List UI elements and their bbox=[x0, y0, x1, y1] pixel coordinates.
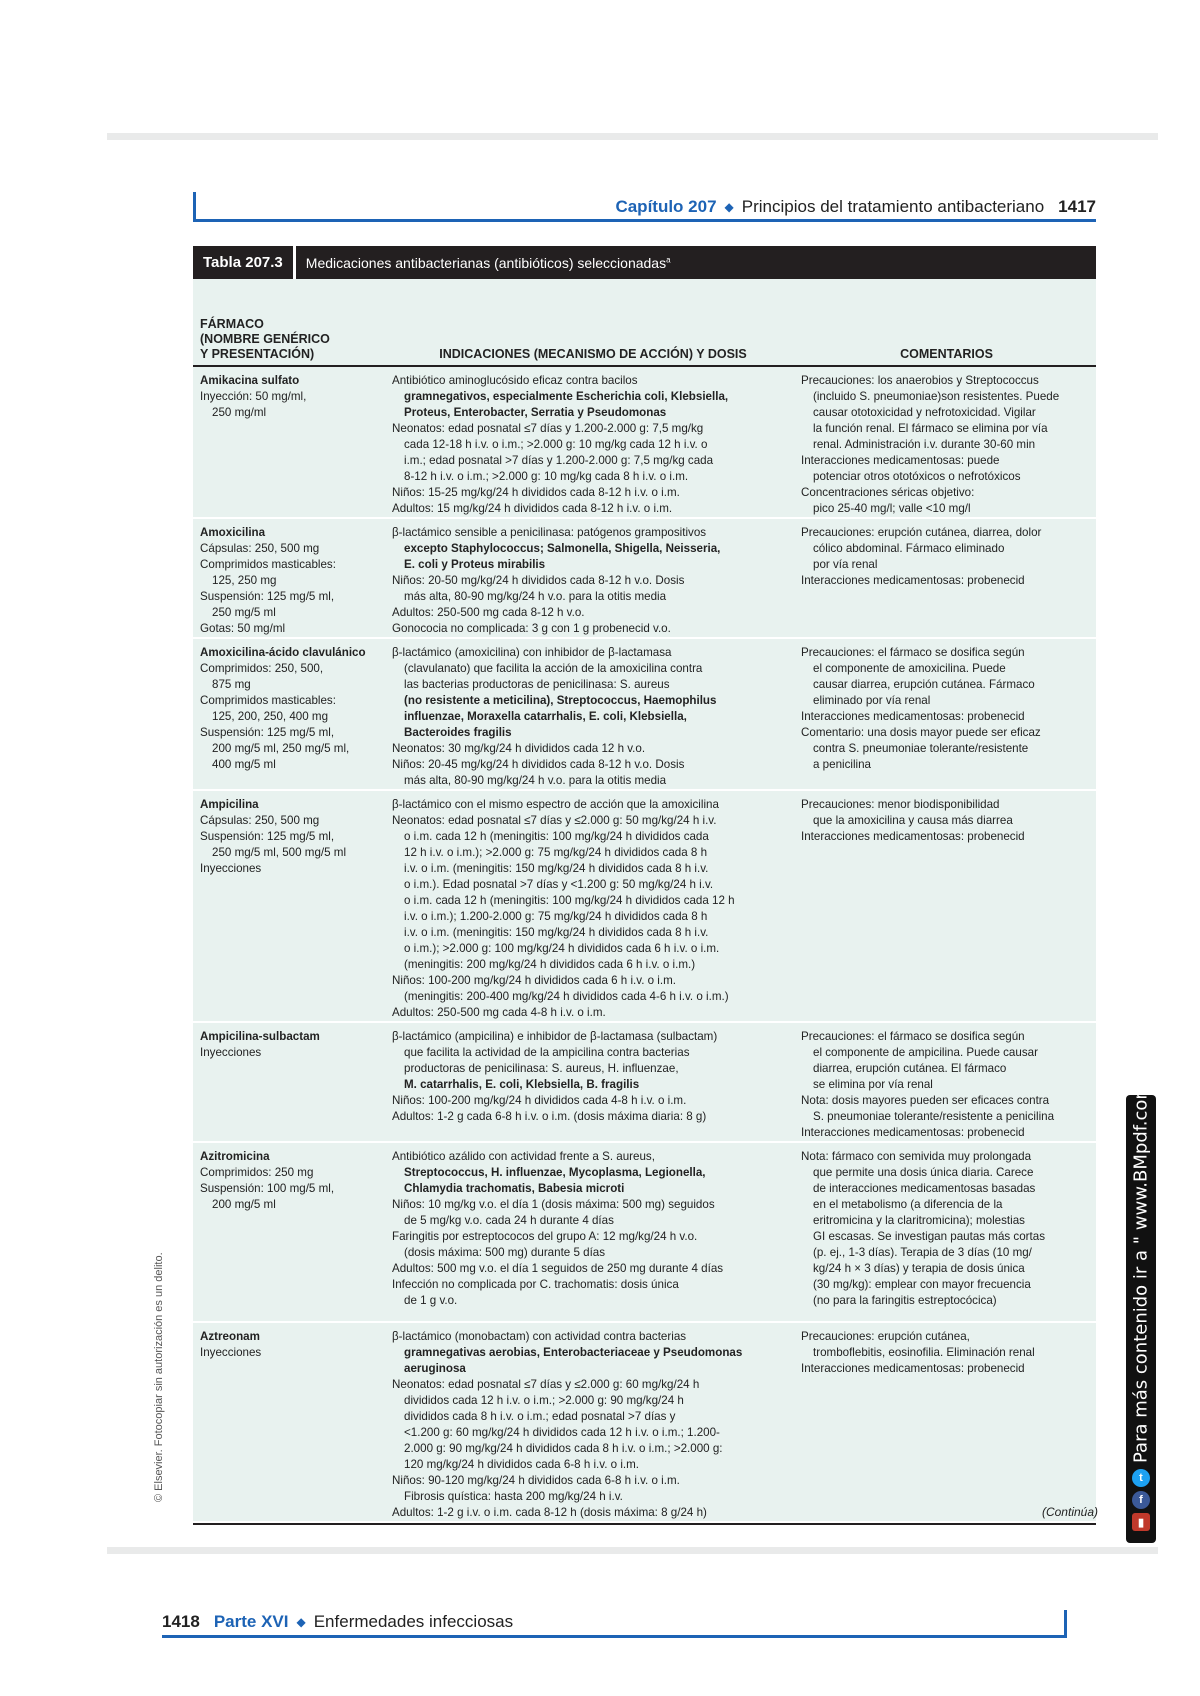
comment-line: el componente de ampicilina. Puede causar bbox=[813, 1046, 1038, 1059]
drug-presentation-line: Suspensión: 125 mg/5 ml, bbox=[200, 590, 335, 603]
drug-presentation-line: Gotas: 50 mg/ml bbox=[200, 622, 286, 635]
indication-line: Infección no complicada por C. trachomatis: dosis única bbox=[392, 1278, 679, 1291]
copyright-notice: © Elsevier. Fotocopiar sin autorización es un delito. bbox=[153, 1252, 165, 1502]
indication-line: Adultos: 1-2 g i.v. o i.m. cada 8-12 h (dosis máxima: 8 g/24 h) bbox=[392, 1506, 707, 1519]
drug-presentation-line: 875 mg bbox=[212, 678, 251, 691]
indication-line: que facilita la actividad de la ampicilina contra bacterias bbox=[404, 1046, 690, 1059]
drug-name: Ampicilina bbox=[200, 798, 259, 811]
drug-presentation-line: Inyecciones bbox=[200, 1046, 262, 1059]
comments-cell bbox=[797, 797, 1096, 1021]
comment-line: diarrea, erupción cutánea. El fármaco bbox=[813, 1062, 1007, 1075]
top-page-separator bbox=[107, 133, 1158, 140]
drug-cell bbox=[193, 373, 389, 517]
drug-cell bbox=[193, 1029, 389, 1141]
indication-line: divididos cada 8 h i.v. o i.m.; edad posnatal >7 días y bbox=[404, 1410, 676, 1423]
indication-line: de 5 mg/kg v.o. cada 24 h durante 4 días bbox=[404, 1214, 614, 1227]
side-banner[interactable] bbox=[1126, 1068, 1156, 1543]
comment-line: se elimina por vía renal bbox=[813, 1078, 933, 1091]
indication-line: influenzae, Moraxella catarrhalis, E. coli, Klebsiella, bbox=[404, 710, 687, 723]
drug-cell bbox=[193, 1149, 389, 1321]
indication-line: Proteus, Enterobacter, Serratia y Pseudomonas bbox=[404, 406, 667, 419]
indication-line: Neonatos: 30 mg/kg/24 h divididos cada 12 h v.o. bbox=[392, 742, 646, 755]
drug-name: Amoxicilina bbox=[200, 526, 266, 539]
comment-line: Interacciones medicamentosas: probenecid bbox=[801, 1126, 1025, 1139]
footer-page-number: 1418 bbox=[162, 1612, 200, 1631]
indication-line: Neonatos: edad posnatal ≤7 días y ≤2.000 g: 60 mg/kg/24 h bbox=[392, 1378, 700, 1391]
drug-cell bbox=[193, 1329, 389, 1521]
indication-line: excepto Staphylococcus; Salmonella, Shigella, Neisseria, bbox=[404, 542, 721, 555]
indication-line: E. coli y Proteus mirabilis bbox=[404, 558, 546, 571]
indication-line: Adultos: 500 mg v.o. el día 1 seguidos de 250 mg durante 4 días bbox=[392, 1262, 724, 1275]
indication-line: Antibiótico azálido con actividad frente a S. aureus, bbox=[392, 1150, 655, 1163]
comment-line: (incluido S. pneumoniae)son resistentes. Puede bbox=[813, 390, 1060, 403]
bottom-page-separator bbox=[107, 1547, 1158, 1554]
continued-note: (Continúa) bbox=[1041, 1505, 1098, 1519]
drug-presentation-line: 200 mg/5 ml, 250 mg/5 ml, bbox=[212, 742, 350, 755]
indication-line: (meningitis: 200 mg/kg/24 h divididos cada 6 h i.v. o i.m.) bbox=[404, 958, 696, 971]
indication-line: Streptococcus, H. influenzae, Mycoplasma, Legionella, bbox=[404, 1166, 706, 1179]
indication-line: Niños: 100-200 mg/kg/24 h divididos cada 6 h i.v. o i.m. bbox=[392, 974, 676, 987]
indication-line: i.v. o i.m.); 1.200-2.000 g: 75 mg/kg/24 h divididos cada 8 h bbox=[404, 910, 708, 923]
comment-line: cólico abdominal. Fármaco eliminado bbox=[813, 542, 1005, 555]
comment-line: Precauciones: erupción cutánea, bbox=[801, 1330, 970, 1343]
drug-cell bbox=[193, 645, 389, 789]
comment-line: Precauciones: el fármaco se dosifica según bbox=[801, 1030, 1025, 1043]
drug-presentation-line: 400 mg/5 ml bbox=[212, 758, 276, 771]
indication-line: (no resistente a meticilina), Streptococcus, Haemophilus bbox=[404, 694, 717, 707]
drug-presentation-line: Suspensión: 125 mg/5 ml, bbox=[200, 830, 335, 843]
site-logo-icon[interactable]: ▮ bbox=[1132, 1513, 1150, 1531]
drug-name: Azitromicina bbox=[200, 1150, 270, 1163]
indications-cell bbox=[389, 797, 797, 1021]
drug-presentation-line: Inyección: 50 mg/ml, bbox=[200, 390, 307, 403]
table-row bbox=[193, 791, 1096, 1023]
drug-cell bbox=[193, 525, 389, 637]
indication-line: β-lactámico (ampicilina) e inhibidor de β-lactamasa (sulbactam) bbox=[392, 1030, 718, 1043]
indication-line: 12 h i.v. o i.m.); >2.000 g: 75 mg/kg/24 h divididos cada 8 h bbox=[404, 846, 708, 859]
indications-cell bbox=[389, 1149, 797, 1321]
indication-line: β-lactámico (monobactam) con actividad contra bacterias bbox=[392, 1330, 687, 1343]
facebook-icon[interactable]: f bbox=[1132, 1491, 1150, 1509]
comment-line: Nota: dosis mayores pueden ser eficaces contra bbox=[801, 1094, 1050, 1107]
drug-cell bbox=[193, 797, 389, 1021]
drug-name: Aztreonam bbox=[200, 1330, 260, 1343]
indication-line: o i.m. cada 12 h (meningitis: 100 mg/kg/24 h divididos cada 12 h bbox=[404, 894, 735, 907]
drug-presentation-line: Comprimidos masticables: bbox=[200, 694, 336, 707]
indication-line: β-lactámico sensible a penicilinasa: patógenos grampositivos bbox=[392, 526, 707, 539]
drug-presentation-line: 250 mg/5 ml bbox=[212, 606, 276, 619]
indication-line: Niños: 15-25 mg/kg/24 h divididos cada 8-12 h i.v. o i.m. bbox=[392, 486, 680, 499]
indication-line: 8-12 h i.v. o i.m.; >2.000 g: 10 mg/kg cada 8 h i.v. o i.m. bbox=[404, 470, 689, 483]
indication-line: más alta, 80-90 mg/kg/24 h v.o. para la otitis media bbox=[404, 590, 667, 603]
comment-line: contra S. pneumoniae tolerante/resistente bbox=[813, 742, 1029, 755]
comment-line: Precauciones: erupción cutánea, diarrea, dolor bbox=[801, 526, 1042, 539]
drug-presentation-line: Cápsulas: 250, 500 mg bbox=[200, 542, 320, 555]
comment-line: Precauciones: menor biodisponibilidad bbox=[801, 798, 1000, 811]
comment-line: Comentario: una dosis mayor puede ser eficaz bbox=[801, 726, 1041, 739]
chapter-title: Principios del tratamiento antibacteriano bbox=[741, 197, 1045, 216]
indication-line: Chlamydia trachomatis, Babesia microti bbox=[404, 1182, 625, 1195]
table-bottom-rule bbox=[193, 1523, 1096, 1525]
drug-presentation-line: 125, 200, 250, 400 mg bbox=[212, 710, 329, 723]
indication-line: o i.m.); >2.000 g: 100 mg/kg/24 h divididos cada 6 h i.v. o i.m. bbox=[404, 942, 720, 955]
drug-presentation-line: Suspensión: 100 mg/5 ml, bbox=[200, 1182, 335, 1195]
table-row bbox=[193, 639, 1096, 791]
running-header bbox=[193, 192, 1096, 222]
comments-cell bbox=[797, 525, 1096, 637]
comment-line: a penicilina bbox=[813, 758, 872, 771]
indication-line: i.v. o i.m. (meningitis: 150 mg/kg/24 h divididos cada 8 h i.v. bbox=[404, 862, 709, 875]
indication-line: Adultos: 1-2 g cada 6-8 h i.v. o i.m. (dosis máxima diaria: 8 g) bbox=[392, 1110, 707, 1123]
comment-line: eritromicina y la claritromicina); molestias bbox=[813, 1214, 1025, 1227]
table-row bbox=[193, 1023, 1096, 1143]
comment-line: (p. ej., 1-3 días). Terapia de 3 días (10 mg/ bbox=[813, 1246, 1032, 1259]
indication-line: (meningitis: 200-400 mg/kg/24 h divididos cada 4-6 h i.v. o i.m.) bbox=[404, 990, 729, 1003]
side-banner-text[interactable]: Para más contenido ir a " www.BMpdf.com " bbox=[1130, 1068, 1152, 1463]
drug-presentation-line: Suspensión: 125 mg/5 ml, bbox=[200, 726, 335, 739]
indication-line: o i.m.). Edad posnatal >7 días y <1.200 g: 50 mg/kg/24 h i.v. bbox=[404, 878, 714, 891]
comment-line: (30 mg/kg): emplear con mayor frecuencia bbox=[813, 1278, 1031, 1291]
comment-line: la función renal. El fármaco se elimina por vía bbox=[813, 422, 1048, 435]
indications-cell bbox=[389, 525, 797, 637]
running-footer bbox=[162, 1610, 1067, 1638]
table-label: Tabla 207.3 bbox=[193, 246, 296, 279]
comment-line: S. pneumoniae tolerante/resistente a penicilina bbox=[813, 1110, 1055, 1123]
comment-line: Interacciones medicamentosas: puede bbox=[801, 454, 1000, 467]
comments-cell bbox=[797, 1329, 1096, 1521]
comment-line: Interacciones medicamentosas: probenecid bbox=[801, 1362, 1025, 1375]
comment-line: el componente de amoxicilina. Puede bbox=[813, 662, 1006, 675]
comments-cell bbox=[797, 1149, 1096, 1321]
table-rows bbox=[193, 367, 1096, 1523]
table-title-footnote: a bbox=[666, 254, 671, 264]
indications-cell bbox=[389, 645, 797, 789]
indication-line: β-lactámico con el mismo espectro de acción que la amoxicilina bbox=[392, 798, 719, 811]
indication-line: Niños: 90-120 mg/kg/24 h divididos cada 6-8 h i.v. o i.m. bbox=[392, 1474, 680, 1487]
indication-line: 2.000 g: 90 mg/kg/24 h divididos cada 8 h i.v. o i.m.; >2.000 g: bbox=[404, 1442, 723, 1455]
drug-presentation-line: 250 mg/5 ml, 500 mg/5 ml bbox=[212, 846, 347, 859]
comment-line: Precauciones: el fármaco se dosifica según bbox=[801, 646, 1025, 659]
comment-line: Interacciones medicamentosas: probenecid bbox=[801, 830, 1025, 843]
twitter-icon[interactable]: t bbox=[1132, 1469, 1150, 1487]
table-row bbox=[193, 1323, 1096, 1523]
indications-cell bbox=[389, 1029, 797, 1141]
chapter-label: Capítulo 207 bbox=[615, 197, 717, 216]
drug-presentation-line: 125, 250 mg bbox=[212, 574, 277, 587]
drug-presentation-line: Cápsulas: 250, 500 mg bbox=[200, 814, 320, 827]
comment-line: por vía renal bbox=[813, 558, 878, 571]
indication-line: gramnegativos, especialmente Escherichia coli, Klebsiella, bbox=[404, 390, 729, 403]
comments-cell bbox=[797, 373, 1096, 517]
indication-line: i.m.; edad posnatal >7 días y 1.200-2.000 g: 7,5 mg/kg cada bbox=[404, 454, 714, 467]
drug-presentation-line: 200 mg/5 ml bbox=[212, 1198, 276, 1211]
table-header-row bbox=[193, 279, 1096, 367]
indication-line: productoras de penicilinasa: S. aureus, H. influenzae, bbox=[404, 1062, 679, 1075]
comment-line: Interacciones medicamentosas: probenecid bbox=[801, 710, 1025, 723]
comment-line: potenciar otros ototóxicos o nefrotóxicos bbox=[813, 470, 1021, 483]
drug-presentation-line: Comprimidos: 250, 500, bbox=[200, 662, 324, 675]
comment-line: renal. Administración i.v. durante 30-60 min bbox=[813, 438, 1036, 451]
indication-line: Adultos: 250-500 mg cada 4-8 h i.v. o i.m. bbox=[392, 1006, 606, 1019]
drug-name: Amikacina sulfato bbox=[200, 374, 300, 387]
footer-title: Enfermedades infecciosas bbox=[313, 1612, 514, 1631]
indications-cell bbox=[389, 373, 797, 517]
indication-line: divididos cada 12 h i.v. o i.m.; >2.000 g: 90 mg/kg/24 h bbox=[404, 1394, 684, 1407]
indication-line: las bacterias productoras de penicilinasa: S. aureus bbox=[404, 678, 670, 691]
comment-line: causar diarrea, erupción cutánea. Fármaco bbox=[813, 678, 1035, 691]
indication-line: Neonatos: edad posnatal ≤7 días y 1.200-2.000 g: 7,5 mg/kg bbox=[392, 422, 704, 435]
comment-line: que permite una dosis única diaria. Carece bbox=[813, 1166, 1034, 1179]
indication-line: más alta, 80-90 mg/kg/24 h v.o. para la otitis media bbox=[404, 774, 667, 787]
comment-line: causar ototoxicidad y nefrotoxicidad. Vigilar bbox=[813, 406, 1036, 419]
indication-line: Gonococia no complicada: 3 g con 1 g probenecid v.o. bbox=[392, 622, 671, 635]
comment-line: tromboflebitis, eosinofilia. Eliminación renal bbox=[813, 1346, 1035, 1359]
indication-line: aeruginosa bbox=[404, 1362, 466, 1375]
drug-presentation-line: Inyecciones bbox=[200, 862, 262, 875]
comment-line: en el metabolismo (a diferencia de la bbox=[813, 1198, 1003, 1211]
indication-line: (dosis máxima: 500 mg) durante 5 días bbox=[404, 1246, 606, 1259]
indication-line: de 1 g v.o. bbox=[404, 1294, 458, 1307]
indication-line: Niños: 20-45 mg/kg/24 h divididos cada 8-12 h v.o. Dosis bbox=[392, 758, 685, 771]
comment-line: Interacciones medicamentosas: probenecid bbox=[801, 574, 1025, 587]
indication-line: Antibiótico aminoglucósido eficaz contra bacilos bbox=[392, 374, 638, 387]
comment-line: eliminado por vía renal bbox=[813, 694, 931, 707]
table-title: Medicaciones antibacterianas (antibióticos) seleccionadas bbox=[305, 254, 667, 271]
drug-name: Amoxicilina-ácido clavulánico bbox=[200, 646, 366, 659]
indication-line: Bacteroides fragilis bbox=[404, 726, 512, 739]
comment-line: que la amoxicilina y causa más diarrea bbox=[813, 814, 1013, 827]
drug-presentation-line: Inyecciones bbox=[200, 1346, 262, 1359]
comment-line: GI escasas. Se investigan pautas más cortas bbox=[813, 1230, 1045, 1243]
comment-line: pico 25-40 mg/l; valle <10 mg/l bbox=[813, 502, 971, 515]
drug-presentation-line: Comprimidos: 250 mg bbox=[200, 1166, 314, 1179]
indications-cell bbox=[389, 1329, 797, 1521]
column-header-drug: FÁRMACO (NOMBRE GENÉRICO Y PRESENTACIÓN) bbox=[200, 317, 330, 361]
indication-line: gramnegativas aerobias, Enterobacteriaceae y Pseudomonas bbox=[404, 1346, 743, 1359]
drug-presentation-line: 250 mg/ml bbox=[212, 406, 267, 419]
indication-line: cada 12-18 h i.v. o i.m.; >2.000 g: 10 mg/kg cada 12 h i.v. o bbox=[404, 438, 708, 451]
indication-line: Adultos: 15 mg/kg/24 h divididos cada 8-12 h i.v. o i.m. bbox=[392, 502, 673, 515]
diamond-icon: ◆ bbox=[724, 200, 734, 214]
column-header-comments: COMENTARIOS bbox=[900, 347, 993, 361]
comment-line: (no para la faringitis estreptocócica) bbox=[813, 1294, 997, 1307]
drug-table bbox=[193, 246, 1096, 1525]
comment-line: kg/24 h × 3 días) y terapia de dosis única bbox=[813, 1262, 1025, 1275]
table-row bbox=[193, 1143, 1096, 1323]
table-title-bar bbox=[193, 246, 1096, 279]
indication-line: (clavulanato) que facilita la acción de la amoxicilina contra bbox=[404, 662, 703, 675]
indication-line: β-lactámico (amoxicilina) con inhibidor de β-lactamasa bbox=[392, 646, 672, 659]
table-body bbox=[193, 279, 1096, 1523]
indication-line: o i.m. cada 12 h (meningitis: 100 mg/kg/24 h divididos cada bbox=[404, 830, 709, 843]
drug-name: Ampicilina-sulbactam bbox=[200, 1030, 320, 1043]
indication-line: 120 mg/kg/24 h divididos cada 6-8 h i.v. o i.m. bbox=[404, 1458, 640, 1471]
indication-line: M. catarrhalis, E. coli, Klebsiella, B. fragilis bbox=[404, 1078, 640, 1091]
indication-line: Fibrosis quística: hasta 200 mg/kg/24 h i.v. bbox=[404, 1490, 623, 1503]
comment-line: Precauciones: los anaerobios y Streptococcus bbox=[801, 374, 1039, 387]
comment-line: de interacciones medicamentosas basadas bbox=[813, 1182, 1036, 1195]
comments-cell bbox=[797, 1029, 1096, 1141]
footer-diamond-icon: ◆ bbox=[296, 1615, 306, 1629]
table-row bbox=[193, 367, 1096, 519]
indication-line: Niños: 20-50 mg/kg/24 h divididos cada 8-12 h v.o. Dosis bbox=[392, 574, 685, 587]
column-header-indications: INDICACIONES (MECANISMO DE ACCIÓN) Y DOSIS bbox=[439, 347, 747, 361]
drug-presentation-line: Comprimidos masticables: bbox=[200, 558, 336, 571]
indication-line: i.v. o i.m. (meningitis: 150 mg/kg/24 h divididos cada 8 h i.v. bbox=[404, 926, 709, 939]
footer-part: Parte XVI bbox=[213, 1612, 289, 1631]
indication-line: <1.200 g: 60 mg/kg/24 h divididos cada 12 h i.v. o i.m.; 1.200- bbox=[404, 1426, 720, 1439]
comment-line: Concentraciones séricas objetivo: bbox=[801, 486, 975, 499]
page-number: 1417 bbox=[1058, 197, 1096, 216]
indication-line: Neonatos: edad posnatal ≤7 días y ≤2.000 g: 50 mg/kg/24 h i.v. bbox=[392, 814, 717, 827]
indication-line: Faringitis por estreptococos del grupo A: 12 mg/kg/24 h v.o. bbox=[392, 1230, 698, 1243]
indication-line: Niños: 10 mg/kg v.o. el día 1 (dosis máxima: 500 mg) seguidos bbox=[392, 1198, 715, 1211]
comments-cell bbox=[797, 645, 1096, 789]
indication-line: Niños: 100-200 mg/kg/24 h divididos cada 4-8 h i.v. o i.m. bbox=[392, 1094, 687, 1107]
indication-line: Adultos: 250-500 mg cada 8-12 h v.o. bbox=[392, 606, 585, 619]
table-row bbox=[193, 519, 1096, 639]
comment-line: Nota: fármaco con semivida muy prolongada bbox=[801, 1150, 1032, 1163]
